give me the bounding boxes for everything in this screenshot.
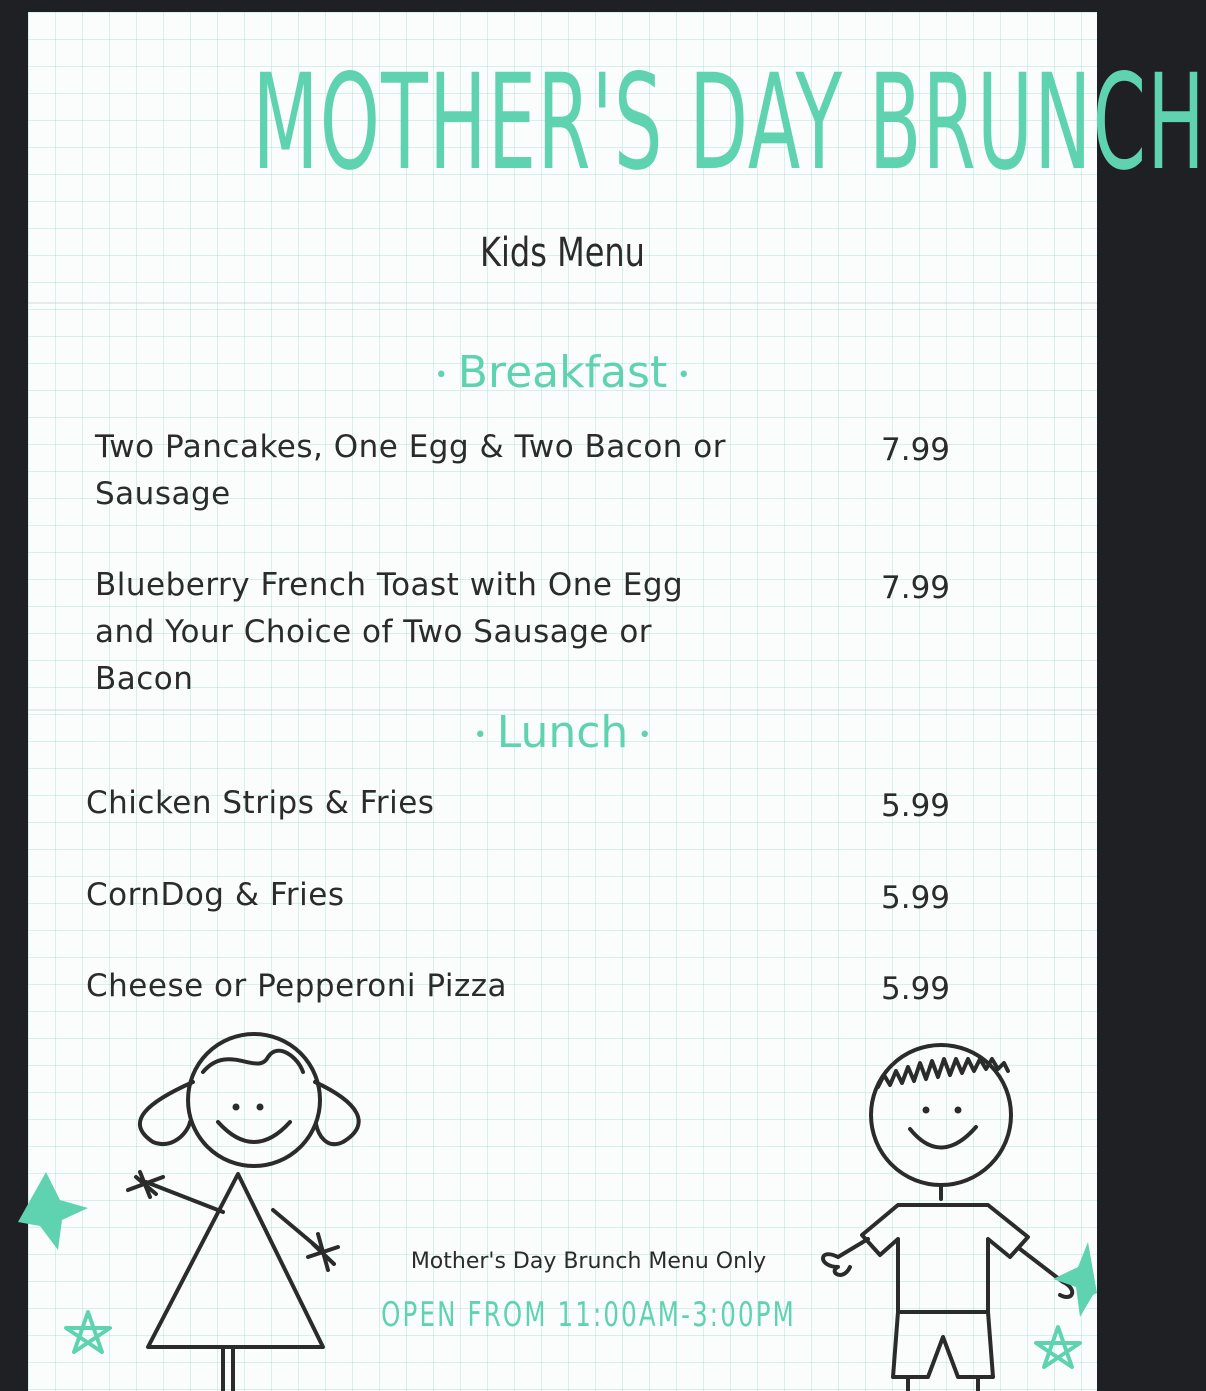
boy-shirt (862, 1205, 1028, 1312)
menu-item-price: 5.99 (881, 880, 951, 916)
menu-title: MOTHER'S DAY BRUNCH (252, 46, 1206, 200)
boy-legs (908, 1377, 978, 1391)
menu-item-lunch-2: CornDog & Fries (86, 877, 345, 913)
boy-hand-left (823, 1254, 850, 1275)
menu-item-price: 5.99 (881, 788, 951, 824)
footer-note: Mother's Day Brunch Menu Only (410, 1249, 767, 1274)
menu-item-line: Two Pancakes, One Egg & Two Bacon or (95, 429, 727, 465)
menu-item-line: Blueberry French Toast with One Egg (95, 567, 684, 603)
paper-fold (28, 302, 1097, 304)
girl-eye-left (233, 1104, 240, 1111)
girl-arm-left (146, 1182, 223, 1212)
section-lunch-heading (28, 707, 1097, 758)
girl-hand-right (308, 1234, 338, 1270)
teal-outline-star-icon (1036, 1327, 1080, 1367)
section-lunch-label: Lunch (496, 707, 629, 758)
menu-item-breakfast-1 (95, 424, 726, 518)
menu-item-lunch-1: Chicken Strips & Fries (86, 785, 435, 821)
girl-head-shape (188, 1034, 320, 1166)
section-breakfast-heading (28, 347, 1097, 398)
menu-item-price: 7.99 (881, 570, 951, 606)
menu-item-line: Bacon (95, 661, 194, 697)
bullet-dot: • (434, 362, 448, 388)
menu-item-breakfast-2 (95, 562, 683, 703)
boy-smile (910, 1127, 976, 1148)
teal-outline-star-icon (66, 1312, 110, 1352)
menu-item-price: 5.99 (881, 971, 951, 1007)
bullet-dot: • (677, 362, 691, 388)
boy-eye-right (955, 1107, 962, 1114)
boy-stick-figure-illustration (788, 1027, 1097, 1391)
menu-item-lunch-3: Cheese or Pepperoni Pizza (86, 968, 507, 1004)
boy-shorts (893, 1312, 993, 1377)
section-breakfast-label: Breakfast (457, 347, 668, 398)
girl-legs (223, 1347, 233, 1391)
menu-item-line: Sausage (95, 476, 231, 512)
girl-bangs (203, 1051, 303, 1072)
teal-star-icon (1053, 1242, 1097, 1317)
bullet-dot: • (638, 722, 652, 748)
girl-smile (218, 1122, 290, 1142)
girl-hair-left (140, 1082, 193, 1144)
menu-paper (28, 12, 1206, 1391)
teal-star-icon (18, 1172, 88, 1250)
girl-stick-figure-illustration (28, 1012, 388, 1391)
boy-arm-left (838, 1239, 868, 1257)
boy-spiky-hair (878, 1059, 1008, 1087)
footer-hours: OPEN FROM 11:00AM-3:00PM (381, 1295, 796, 1335)
menu-item-price: 7.99 (881, 432, 951, 468)
boy-eye-left (923, 1107, 930, 1114)
girl-dress (148, 1174, 323, 1347)
girl-hair-right (315, 1082, 359, 1144)
menu-item-line: and Your Choice of Two Sausage or (95, 614, 653, 650)
girl-eye-right (257, 1104, 264, 1111)
bullet-dot: • (473, 722, 487, 748)
menu-subtitle: Kids Menu (480, 230, 645, 276)
boy-arm-right (1020, 1249, 1072, 1297)
